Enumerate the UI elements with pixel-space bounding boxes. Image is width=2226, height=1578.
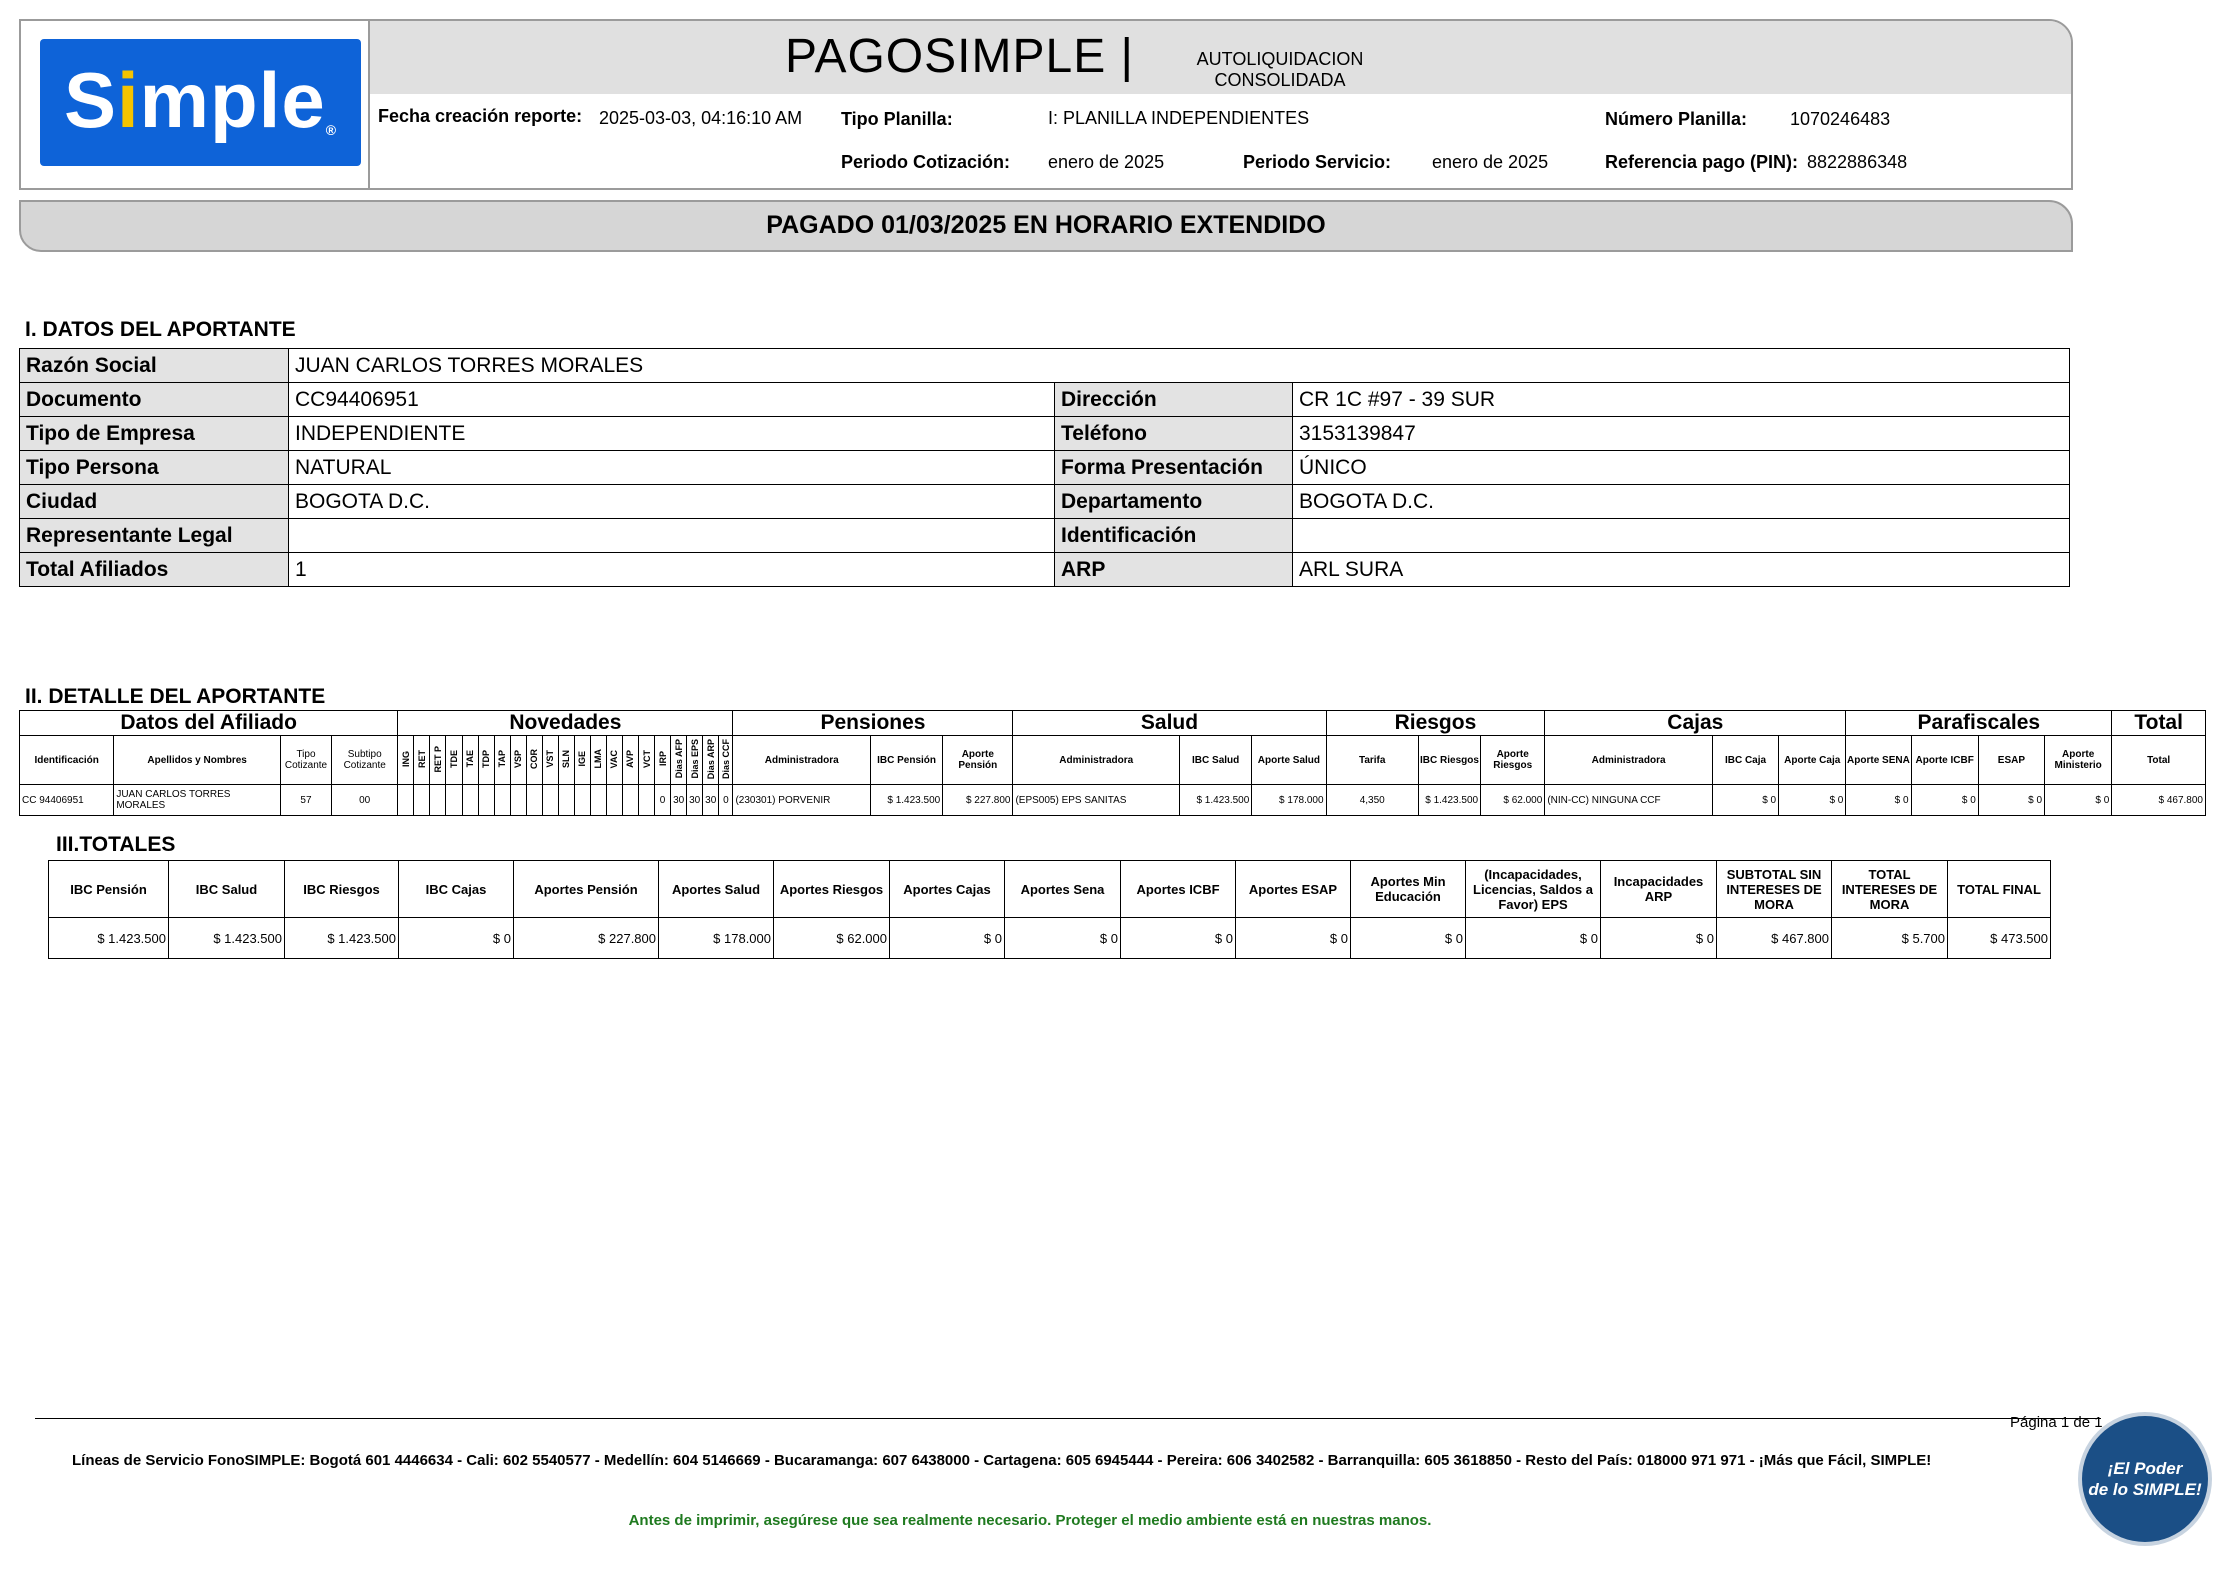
col-novedad: VSP — [510, 736, 526, 785]
row-pen-aporte: $ 227.800 — [943, 785, 1013, 816]
col-par-icbf: Aporte ICBF — [1911, 736, 1978, 785]
totales-values-row — [49, 918, 2051, 959]
col-sal-ibc: IBC Salud — [1180, 736, 1252, 785]
totales-header-cell: SUBTOTAL SIN INTERESES DE MORA — [1717, 861, 1832, 918]
logo-text: Simple® — [63, 56, 338, 144]
ciudad-value: BOGOTA D.C. — [289, 485, 1055, 519]
numero-planilla-value: 1070246483 — [1790, 109, 1891, 129]
totales-value-cell: $ 62.000 — [774, 918, 890, 959]
col-sal-aporte: Aporte Salud — [1252, 736, 1326, 785]
row-novedad — [430, 785, 446, 816]
totales-header-cell: IBC Salud — [169, 861, 285, 918]
table-row — [20, 349, 2070, 383]
departamento-value: BOGOTA D.C. — [1293, 485, 2070, 519]
field-label: Representante Legal — [20, 519, 289, 553]
table-row — [20, 553, 2070, 587]
totales-header-cell: Aportes ICBF — [1121, 861, 1236, 918]
poder-simple-badge: ¡El Poder de lo SIMPLE! — [2082, 1416, 2208, 1542]
col-novedad: TAE — [462, 736, 478, 785]
report-header — [19, 19, 2073, 190]
totales-value-cell: $ 0 — [1351, 918, 1466, 959]
tipo-persona-value: NATURAL — [289, 451, 1055, 485]
col-novedad: Dias ARP — [703, 736, 719, 785]
field-label: Identificación — [1055, 519, 1293, 553]
col-total: Total — [2112, 736, 2206, 785]
row-sal-admin: (EPS005) EPS SANITAS — [1013, 785, 1180, 816]
col-par-sena: Aporte SENA — [1846, 736, 1911, 785]
total-afiliados-value: 1 — [289, 553, 1055, 587]
totales-value-cell: $ 467.800 — [1717, 918, 1832, 959]
col-novedad: TDP — [478, 736, 494, 785]
referencia-pago-label: Referencia pago (PIN): — [1605, 152, 1799, 172]
row-novedad — [558, 785, 574, 816]
row-novedad: 0 — [719, 785, 733, 816]
col-novedad: Dias CCF — [719, 736, 733, 785]
table-row — [20, 451, 2070, 485]
row-novedad — [622, 785, 638, 816]
service-lines: Líneas de Servicio FonoSIMPLE: Bogotá 601 4446634 - Cali: 602 5540577 - Medellín: 604 5146669 - Bucaramanga: 607 6438000 - Cartagena: 605 6945444 - Pereira: 606 3402582 - Barranquilla: 605 3618850 - Resto del País: 018000 971 971 - ¡Más que Fácil, SIMPLE! — [72, 1452, 1932, 1469]
col-novedad: LMA — [590, 736, 606, 785]
periodo-cotizacion-value: enero de 2025 — [1048, 152, 1165, 172]
table-row — [20, 417, 2070, 451]
row-par-esap: $ 0 — [1978, 785, 2044, 816]
fecha-label: Fecha creación reporte: — [378, 106, 583, 126]
col-novedad: COR — [526, 736, 542, 785]
row-novedad — [590, 785, 606, 816]
simple-logo — [40, 39, 361, 166]
group-afiliado: Datos del Afiliado — [20, 711, 398, 736]
totales-value-cell: $ 1.423.500 — [285, 918, 399, 959]
tipo-empresa-value: INDEPENDIENTE — [289, 417, 1055, 451]
field-label: Dirección — [1055, 383, 1293, 417]
col-novedad: RET P — [430, 736, 446, 785]
totales-value-cell: $ 178.000 — [659, 918, 774, 959]
col-par-ministerio: Aporte Ministerio — [2045, 736, 2112, 785]
totales-header-cell: IBC Pensión — [49, 861, 169, 918]
field-label: Ciudad — [20, 485, 289, 519]
totales-value-cell: $ 473.500 — [1948, 918, 2051, 959]
tipo-planilla-label: Tipo Planilla: — [841, 109, 953, 129]
eco-note: Antes de imprimir, asegúrese que sea realmente necesario. Proteger el medio ambiente está en nuestras manos. — [628, 1512, 1432, 1529]
footer-divider — [35, 1418, 2101, 1419]
totales-table — [48, 860, 2051, 959]
forma-presentacion-value: ÚNICO — [1293, 451, 2070, 485]
col-pen-ibc: IBC Pensión — [870, 736, 942, 785]
row-caj-aporte: $ 0 — [1779, 785, 1846, 816]
col-caj-aporte: Aporte Caja — [1779, 736, 1846, 785]
periodo-servicio-label: Periodo Servicio: — [1243, 152, 1392, 172]
page-subtitle: AUTOLIQUIDACION CONSOLIDADA — [1196, 49, 1364, 90]
row-pen-ibc: $ 1.423.500 — [870, 785, 942, 816]
numero-planilla-label: Número Planilla: — [1605, 109, 1748, 129]
col-identificacion: Identificación — [20, 736, 114, 785]
group-cajas: Cajas — [1545, 711, 1846, 736]
row-novedad — [510, 785, 526, 816]
totales-value-cell: $ 1.423.500 — [169, 918, 285, 959]
row-novedad: 0 — [655, 785, 671, 816]
totales-header-cell: TOTAL FINAL — [1948, 861, 2051, 918]
row-novedad: 30 — [671, 785, 687, 816]
col-rie-aporte: Aporte Riesgos — [1481, 736, 1545, 785]
referencia-pago-value: 8822886348 — [1807, 152, 1908, 172]
section-title-detalle: II. DETALLE DEL APORTANTE — [25, 685, 326, 708]
row-total: $ 467.800 — [2112, 785, 2206, 816]
direccion-value: CR 1C #97 - 39 SUR — [1293, 383, 2070, 417]
column-header-row — [20, 736, 2206, 785]
col-caj-ibc: IBC Caja — [1712, 736, 1778, 785]
documento-value: CC94406951 — [289, 383, 1055, 417]
totales-header-cell: Aportes Sena — [1005, 861, 1121, 918]
identificacion-value — [1293, 519, 2070, 553]
row-rie-ibc: $ 1.423.500 — [1418, 785, 1480, 816]
row-sal-ibc: $ 1.423.500 — [1180, 785, 1252, 816]
representante-legal-value — [289, 519, 1055, 553]
table-row — [20, 383, 2070, 417]
field-label: Forma Presentación — [1055, 451, 1293, 485]
row-rie-aporte: $ 62.000 — [1481, 785, 1545, 816]
totales-value-cell: $ 0 — [1121, 918, 1236, 959]
col-novedad: TDE — [446, 736, 462, 785]
fecha-value: 2025-03-03, 04:16:10 AM — [599, 108, 803, 128]
col-novedad: IGE — [574, 736, 590, 785]
totales-header-cell: Aportes Riesgos — [774, 861, 890, 918]
totales-value-cell: $ 5.700 — [1832, 918, 1948, 959]
group-total: Total — [2112, 711, 2206, 736]
field-label: Total Afiliados — [20, 553, 289, 587]
totales-header-cell: Aportes Cajas — [890, 861, 1005, 918]
periodo-cotizacion-label: Periodo Cotización: — [841, 152, 1011, 172]
col-novedad: VCT — [639, 736, 655, 785]
col-pen-aporte: Aporte Pensión — [943, 736, 1013, 785]
col-novedad: RET — [414, 736, 430, 785]
table-row — [20, 519, 2070, 553]
page-number: Página 1 de 1 — [2010, 1414, 2103, 1431]
totales-header-cell: Incapacidades ARP — [1601, 861, 1717, 918]
field-label: Tipo de Empresa — [20, 417, 289, 451]
row-novedad — [462, 785, 478, 816]
row-caj-ibc: $ 0 — [1712, 785, 1778, 816]
row-novedad — [639, 785, 655, 816]
col-novedad: SLN — [558, 736, 574, 785]
row-rie-tarifa: 4,350 — [1326, 785, 1418, 816]
row-novedad — [494, 785, 510, 816]
periodo-servicio-value: enero de 2025 — [1432, 152, 1549, 172]
row-pen-admin: (230301) PORVENIR — [733, 785, 870, 816]
row-novedad — [414, 785, 430, 816]
group-salud: Salud — [1013, 711, 1326, 736]
row-subtipo-cotizante: 00 — [332, 785, 398, 816]
col-apellidos: Apellidos y Nombres — [114, 736, 281, 785]
row-identificacion: CC 94406951 — [20, 785, 114, 816]
totales-header-cell: Aportes ESAP — [1236, 861, 1351, 918]
row-novedad — [542, 785, 558, 816]
totales-value-cell: $ 1.423.500 — [49, 918, 169, 959]
row-par-sena: $ 0 — [1846, 785, 1911, 816]
totales-value-cell: $ 227.800 — [514, 918, 659, 959]
col-tipo-cotizante: Tipo Cotizante — [280, 736, 331, 785]
row-novedad — [446, 785, 462, 816]
row-apellidos: JUAN CARLOS TORRES MORALES — [114, 785, 281, 816]
telefono-value: 3153139847 — [1293, 417, 2070, 451]
totales-value-cell: $ 0 — [1466, 918, 1601, 959]
group-riesgos: Riesgos — [1326, 711, 1545, 736]
logo-cell — [21, 21, 370, 188]
field-label: Teléfono — [1055, 417, 1293, 451]
row-par-icbf: $ 0 — [1911, 785, 1978, 816]
col-novedad: Dias AFP — [671, 736, 687, 785]
section-title-datos: I. DATOS DEL APORTANTE — [25, 318, 296, 341]
datos-aportante-table — [19, 348, 2070, 587]
totales-header-row — [49, 861, 2051, 918]
col-novedad: VST — [542, 736, 558, 785]
field-label: ARP — [1055, 553, 1293, 587]
totales-value-cell: $ 0 — [890, 918, 1005, 959]
row-novedad — [398, 785, 414, 816]
page-title: PAGOSIMPLE | — [785, 30, 1135, 83]
col-rie-ibc: IBC Riesgos — [1418, 736, 1480, 785]
table-row — [20, 785, 2206, 816]
arp-value: ARL SURA — [1293, 553, 2070, 587]
razon-social-label: Razón Social — [20, 349, 289, 383]
totales-value-cell: $ 0 — [1005, 918, 1121, 959]
row-novedad: 30 — [703, 785, 719, 816]
totales-header-cell: TOTAL INTERESES DE MORA — [1832, 861, 1948, 918]
totales-header-cell: IBC Cajas — [399, 861, 514, 918]
row-novedad: 30 — [687, 785, 703, 816]
table-row — [20, 485, 2070, 519]
col-novedad: IRP — [655, 736, 671, 785]
col-novedad: ING — [398, 736, 414, 785]
paid-banner: PAGADO 01/03/2025 EN HORARIO EXTENDIDO — [19, 200, 2073, 252]
totales-header-cell: Aportes Pensión — [514, 861, 659, 918]
row-novedad — [574, 785, 590, 816]
row-sal-aporte: $ 178.000 — [1252, 785, 1326, 816]
title-band — [370, 21, 2071, 94]
field-label: Departamento — [1055, 485, 1293, 519]
totales-value-cell: $ 0 — [1601, 918, 1717, 959]
group-novedades: Novedades — [398, 711, 733, 736]
row-tipo-cotizante: 57 — [280, 785, 331, 816]
section-title-totales: III.TOTALES — [56, 833, 176, 856]
row-novedad — [606, 785, 622, 816]
tipo-planilla-value: I: PLANILLA INDEPENDIENTES — [1048, 108, 1310, 128]
row-caj-admin: (NIN-CC) NINGUNA CCF — [1545, 785, 1713, 816]
group-parafiscales: Parafiscales — [1846, 711, 2112, 736]
col-pen-admin: Administradora — [733, 736, 870, 785]
field-label: Documento — [20, 383, 289, 417]
field-label: Tipo Persona — [20, 451, 289, 485]
totales-header-cell: Aportes Salud — [659, 861, 774, 918]
col-sal-admin: Administradora — [1013, 736, 1180, 785]
row-par-ministerio: $ 0 — [2045, 785, 2112, 816]
col-novedad: AVP — [622, 736, 638, 785]
row-novedad — [478, 785, 494, 816]
totales-header-cell: IBC Riesgos — [285, 861, 399, 918]
col-caj-admin: Administradora — [1545, 736, 1713, 785]
razon-social-value: JUAN CARLOS TORRES MORALES — [289, 349, 2070, 383]
group-pensiones: Pensiones — [733, 711, 1013, 736]
col-par-esap: ESAP — [1978, 736, 2044, 785]
col-novedad: Dias EPS — [687, 736, 703, 785]
col-novedad: TAP — [494, 736, 510, 785]
totales-header-cell: Aportes Min Educación — [1351, 861, 1466, 918]
group-header-row — [20, 711, 2206, 736]
totales-value-cell: $ 0 — [399, 918, 514, 959]
totales-header-cell: (Incapacidades, Licencias, Saldos a Favor) EPS — [1466, 861, 1601, 918]
row-novedad — [526, 785, 542, 816]
col-novedad: VAC — [606, 736, 622, 785]
detalle-aportante-table — [19, 710, 2206, 816]
col-subtipo-cotizante: Subtipo Cotizante — [332, 736, 398, 785]
totales-value-cell: $ 0 — [1236, 918, 1351, 959]
col-rie-tarifa: Tarifa — [1326, 736, 1418, 785]
